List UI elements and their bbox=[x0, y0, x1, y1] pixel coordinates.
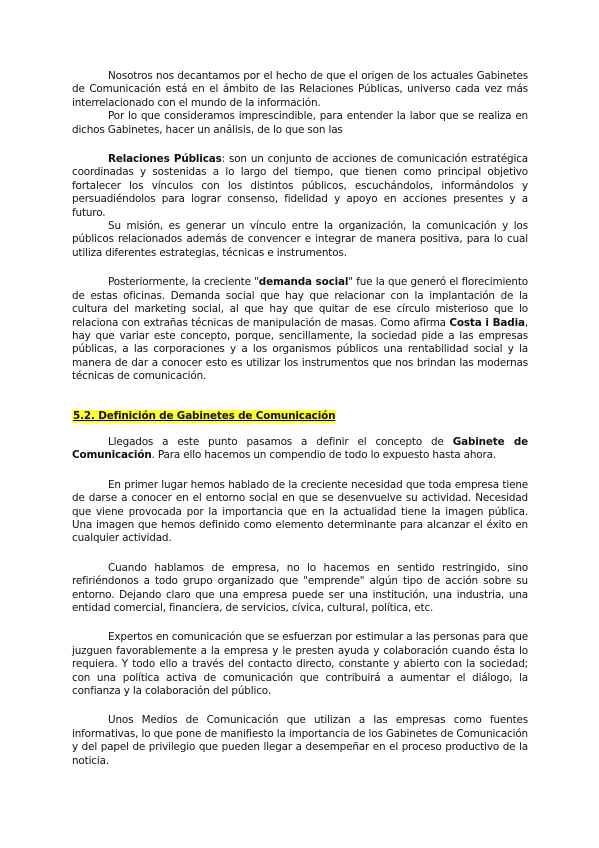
term-gabinete-de-comunicacion: Gabinete de Comunicación bbox=[72, 435, 529, 462]
rrpp-definition-text: : son un conjunto de acciones de comunicación estratégica coordinadas y sostenidas a lo largo del tiempo, que tienen como principal objetivo fortalecer los vínculos con los distintos públicos, escuchándolos, informándolos y persuadiéndolos para lograr consenso, fidelidad y apoyo en acciones presentes y a futuro. bbox=[72, 153, 528, 219]
document-page bbox=[72, 70, 528, 768]
paragraph-experts: Expertos en comunicación que se esfuerzan por estimular a las personas para que juzguen favorablemente a la empresa y le presten ayuda y colaboración cuando ésta lo requiera. Y todo ello a través del contacto directo, constante y abierto con la sociedad; con una política activa de comunicación que contribuirá a aumentar el diálogo, la confianza y la colaboración del público. bbox=[72, 631, 528, 698]
paragraph-mission: Su misión, es generar un vínculo entre la organización, la comunicación y los públicos relacionados además de convencer e integrar de manera positiva, para lo cual utiliza diferentes estrategias, técnicas e instrumentos. bbox=[72, 220, 528, 259]
paragraph-media: Unos Medios de Comunicación que utilizan a las empresas como fuentes informativas, lo que pone de manifiesto la importancia de los Gabinetes de Comunicación y del papel de privilegio que pueden llegar a desempeñar en el proceso productivo de la noticia. bbox=[72, 714, 528, 767]
term-relaciones-publicas: Relaciones Públicas bbox=[108, 153, 222, 166]
paragraph-rrpp-definition bbox=[72, 153, 528, 220]
definition-intro-text-b: . Para ello hacemos un compendio de todo lo expuesto hasta ahora. bbox=[151, 449, 496, 462]
paragraph-definition-intro bbox=[72, 436, 528, 463]
section-heading: 5.2. Definición de Gabinetes de Comunicación bbox=[73, 409, 336, 422]
paragraph-need: En primer lugar hemos hablado de la creciente necesidad que toda empresa tiene de darse a conocer en el entorno social en que se desenvuelve su actividad. Necesidad que viene provocada por la importancia que en la actualidad tiene la imagen pública. Una imagen que hemos definido como elemento determinante para alcanzar el éxito en cualquier actividad. bbox=[72, 478, 528, 545]
paragraph-social-demand bbox=[72, 276, 528, 383]
social-demand-text-a: Posteriormente, la creciente " bbox=[108, 276, 259, 289]
social-demand-text-b: " fue la que generó el florecimiento de estas oficinas. Demanda social que hay que relacionar con la implantación de la cultura del marketing social, al que hay que quitar de ese círculo misterioso que lo relaciona con extrañas técnicas de manipulación de masas. Como afirma bbox=[72, 276, 528, 329]
paragraph-analysis-intro: Por lo que consideramos imprescindible, para entender la labor que se realiza en dichos Gabinetes, hacer un análisis, de lo que son las bbox=[72, 110, 528, 136]
term-demanda-social: demanda social bbox=[258, 276, 349, 289]
definition-intro-text-a: Llegados a este punto pasamos a definir el concepto de bbox=[108, 435, 453, 448]
term-costa-i-badia: Costa i Badia bbox=[449, 316, 525, 329]
paragraph-origin: Nosotros nos decantamos por el hecho de que el origen de los actuales Gabinetes de Comunicación está en el ámbito de las Relaciones Públicas, universo cada vez más interrelacionado con el mundo de la información. bbox=[72, 70, 528, 109]
social-demand-text-c: , hay que variar este concepto, porque, sencillamente, la sociedad pide a las empresas públicas, a las corporaciones y a los organismos públicos una rentabilidad social y la manera de dar a conocer esto es utilizar los instrumentos que nos brindan las modernas técnicas de comunicación. bbox=[72, 316, 529, 383]
paragraph-empresa: Cuando hablamos de empresa, no lo hacemos en sentido restringido, sino refiriéndonos a todo grupo organizado que "emprende" algún tipo de acción sobre su entorno. Dejando claro que una empresa puede ser una institución, una industria, una entidad comercial, financiera, de servicios, cívica, cultural, política, etc. bbox=[72, 561, 528, 614]
